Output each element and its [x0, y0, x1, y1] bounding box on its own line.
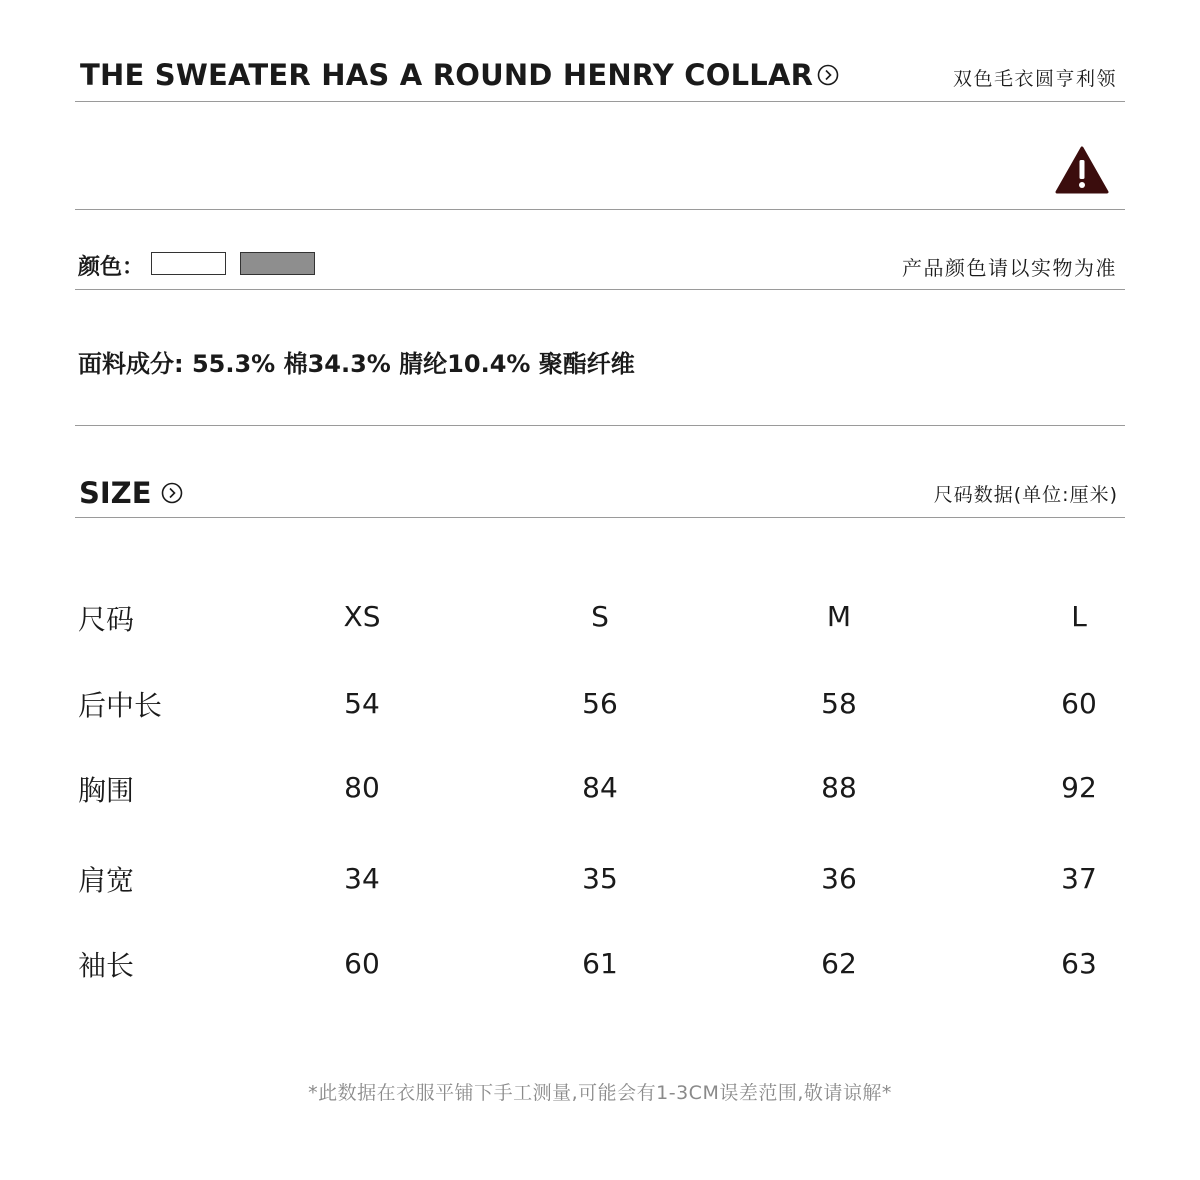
table-cell: 63	[1061, 947, 1097, 980]
table-cell: 88	[821, 771, 857, 804]
divider	[75, 425, 1125, 426]
page-title	[80, 58, 839, 92]
table-cell: 62	[821, 947, 857, 980]
color-note: 产品颜色请以实物为准	[902, 256, 1117, 280]
size-header-xs: XS	[343, 600, 381, 633]
measurement-footnote: *此数据在衣服平铺下手工测量,可能会有1-3CM误差范围,敬请谅解*	[308, 1082, 892, 1104]
page-title-text: THE SWEATER HAS A ROUND HENRY COLLAR	[80, 58, 814, 92]
page-subtitle-cn: 双色毛衣圆亨利领	[952, 68, 1117, 90]
table-cell: 36	[821, 862, 857, 895]
table-cell: 35	[582, 862, 618, 895]
table-cell: 60	[344, 947, 380, 980]
size-table-header-label: 尺码	[78, 603, 135, 636]
fabric-composition: 面料成分: 55.3% 棉34.3% 腈纶10.4% 聚酯纤维	[78, 350, 635, 378]
table-cell: 56	[582, 687, 618, 720]
size-section-title	[79, 476, 183, 510]
table-row-label: 后中长	[78, 689, 163, 722]
table-row-label: 胸围	[78, 774, 135, 807]
size-header-s: S	[591, 600, 609, 633]
table-cell: 37	[1061, 862, 1097, 895]
chevron-circle-right-icon	[161, 482, 183, 504]
table-cell: 34	[344, 862, 380, 895]
divider	[75, 101, 1125, 102]
table-cell: 60	[1061, 687, 1097, 720]
table-cell: 92	[1061, 771, 1097, 804]
size-header-m: M	[826, 600, 852, 633]
size-title-text: SIZE	[79, 476, 152, 510]
size-header-l: L	[1071, 600, 1087, 633]
divider	[75, 209, 1125, 210]
table-cell: 84	[582, 771, 618, 804]
table-cell: 54	[344, 687, 380, 720]
color-label: 颜色：	[78, 255, 145, 280]
table-cell: 61	[582, 947, 618, 980]
color-swatch-white[interactable]	[151, 252, 226, 275]
table-row-label: 袖长	[78, 949, 135, 982]
warning-icon	[1055, 146, 1109, 198]
color-swatch-grey[interactable]	[240, 252, 315, 275]
chevron-circle-right-icon	[817, 64, 839, 86]
divider	[75, 289, 1125, 290]
divider	[75, 517, 1125, 518]
table-cell: 58	[821, 687, 857, 720]
table-row-label: 肩宽	[78, 864, 135, 897]
table-cell: 80	[344, 771, 380, 804]
size-unit-note: 尺码数据(单位:厘米)	[933, 484, 1118, 506]
